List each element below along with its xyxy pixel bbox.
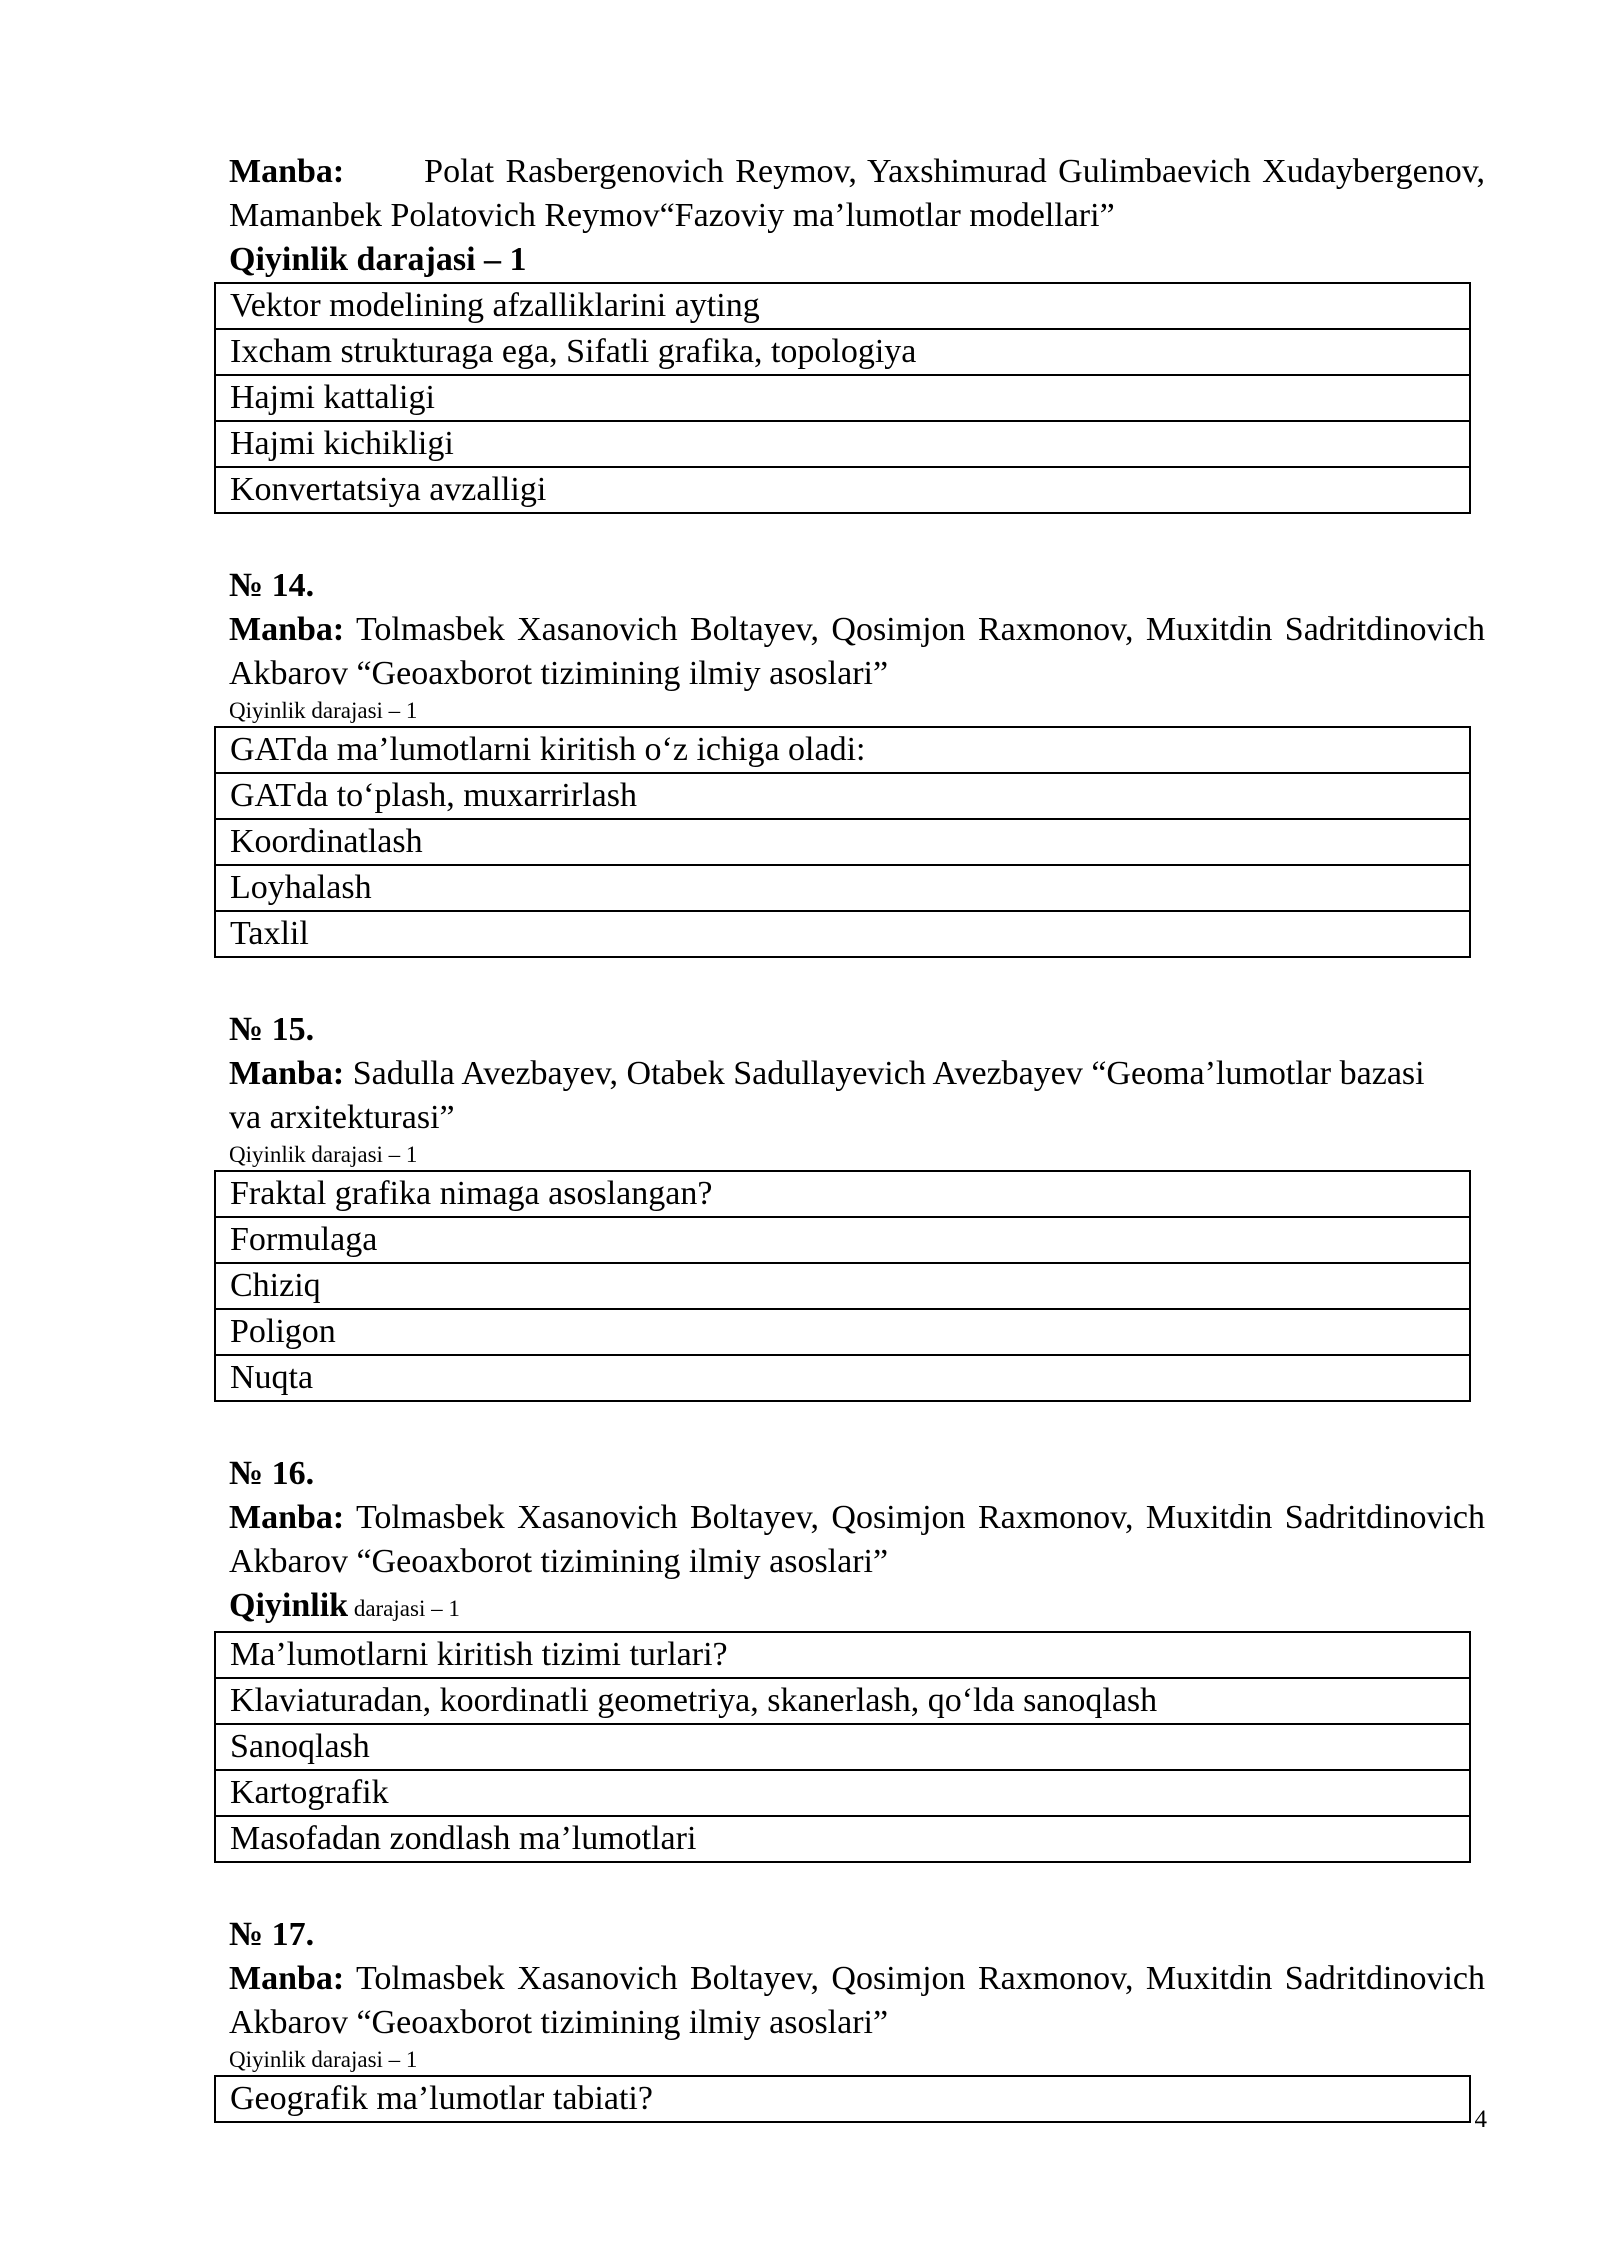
- answer-option: Koordinatlash: [215, 819, 1470, 865]
- question-text: Ma’lumotlarni kiritish tizimi turlari?: [215, 1632, 1470, 1678]
- source-text: Tolmasbek Xasanovich Boltayev, Qosimjon Raxmonov, Muxitdin Sadritdinovich Akbarov “Geoaxborot tizimining ilmiy asoslari”: [229, 1499, 1485, 1580]
- answer-option: Loyhalash: [215, 865, 1470, 911]
- question-table: [214, 282, 1471, 514]
- answer-option: Taxlil: [215, 911, 1470, 957]
- question-text: Geografik ma’lumotlar tabiati?: [215, 2076, 1470, 2122]
- question-block-17: [229, 1913, 1485, 2123]
- page-number: 4: [1474, 2106, 1487, 2133]
- source-label: Manba:: [229, 1960, 345, 1997]
- answer-option: GATda to‘plash, muxarrirlash: [215, 773, 1470, 819]
- answer-option: Nuqta: [215, 1355, 1470, 1401]
- answer-option: Masofadan zondlash ma’lumotlari: [215, 1816, 1470, 1862]
- spacer: [229, 958, 1485, 1008]
- source-text: Tolmasbek Xasanovich Boltayev, Qosimjon Raxmonov, Muxitdin Sadritdinovich Akbarov “Geoaxborot tizimining ilmiy asoslari”: [229, 1960, 1485, 2041]
- difficulty-label-rest: darajasi – 1: [348, 1596, 460, 1621]
- source-line: [229, 1052, 1485, 1096]
- question-block-14: [229, 564, 1485, 958]
- spacer: [229, 1402, 1485, 1452]
- source-line: [229, 1496, 1485, 1584]
- answer-option: Ixcham strukturaga ega, Sifatli grafika, topologiya: [215, 329, 1470, 375]
- answer-option: Poligon: [215, 1309, 1470, 1355]
- answer-option: Hajmi kattaligi: [215, 375, 1470, 421]
- spacer: [229, 514, 1485, 564]
- answer-option: Hajmi kichikligi: [215, 421, 1470, 467]
- source-line: [229, 1957, 1485, 2045]
- difficulty-level: Qiyinlik darajasi – 1: [229, 1142, 418, 1167]
- answer-option: Klaviaturadan, koordinatli geometriya, skanerlash, qo‘lda sanoqlash: [215, 1678, 1470, 1724]
- source-label: Manba:: [229, 153, 345, 190]
- source-label: Manba:: [229, 611, 345, 648]
- question-table: [214, 726, 1471, 958]
- question-text: Vektor modelining afzalliklarini ayting: [215, 283, 1470, 329]
- answer-option: Chiziq: [215, 1263, 1470, 1309]
- source-text: Polat Rasbergenovich Reymov, Yaxshimurad Gulimbaevich Xudaybergenov, Mamanbek Polatovich Reymov“Fazoviy ma’lumotlar modellari”: [229, 153, 1486, 234]
- question-number: № 17.: [229, 1916, 315, 1953]
- source-label: Manba:: [229, 1499, 345, 1536]
- difficulty-level: Qiyinlik darajasi – 1: [229, 698, 418, 723]
- source-text: Tolmasbek Xasanovich Boltayev, Qosimjon Raxmonov, Muxitdin Sadritdinovich Akbarov “Geoaxborot tizimining ilmiy asoslari”: [229, 611, 1485, 692]
- question-number: № 15.: [229, 1011, 315, 1048]
- question-table: [214, 2075, 1471, 2123]
- question-block-15: [229, 1008, 1485, 1402]
- question-number: № 14.: [229, 567, 315, 604]
- answer-option: Sanoqlash: [215, 1724, 1470, 1770]
- source-line: [229, 150, 1485, 238]
- spacer: [229, 1863, 1485, 1913]
- difficulty-level: Qiyinlik darajasi – 1: [229, 2047, 418, 2072]
- answer-option: Kartografik: [215, 1770, 1470, 1816]
- question-table: [214, 1631, 1471, 1863]
- source-line-continued: va arxitekturasi”: [229, 1099, 455, 1136]
- question-block-13: [229, 150, 1485, 514]
- difficulty-level: Qiyinlik darajasi – 1: [229, 241, 527, 278]
- document-page: [229, 150, 1485, 2123]
- answer-option: Formulaga: [215, 1217, 1470, 1263]
- difficulty-level: [229, 1584, 1485, 1631]
- source-label: Manba:: [229, 1055, 345, 1092]
- question-block-16: [229, 1452, 1485, 1863]
- answer-option: Konvertatsiya avzalligi: [215, 467, 1470, 513]
- question-text: Fraktal grafika nimaga asoslangan?: [215, 1171, 1470, 1217]
- source-text: Sadulla Avezbayev, Otabek Sadullayevich Avezbayev “Geoma’lumotlar bazasi: [352, 1055, 1425, 1092]
- question-table: [214, 1170, 1471, 1402]
- source-line: [229, 608, 1485, 696]
- question-number: № 16.: [229, 1455, 315, 1492]
- question-text: GATda ma’lumotlarni kiritish o‘z ichiga oladi:: [215, 727, 1470, 773]
- difficulty-label-bold: Qiyinlik: [229, 1587, 349, 1624]
